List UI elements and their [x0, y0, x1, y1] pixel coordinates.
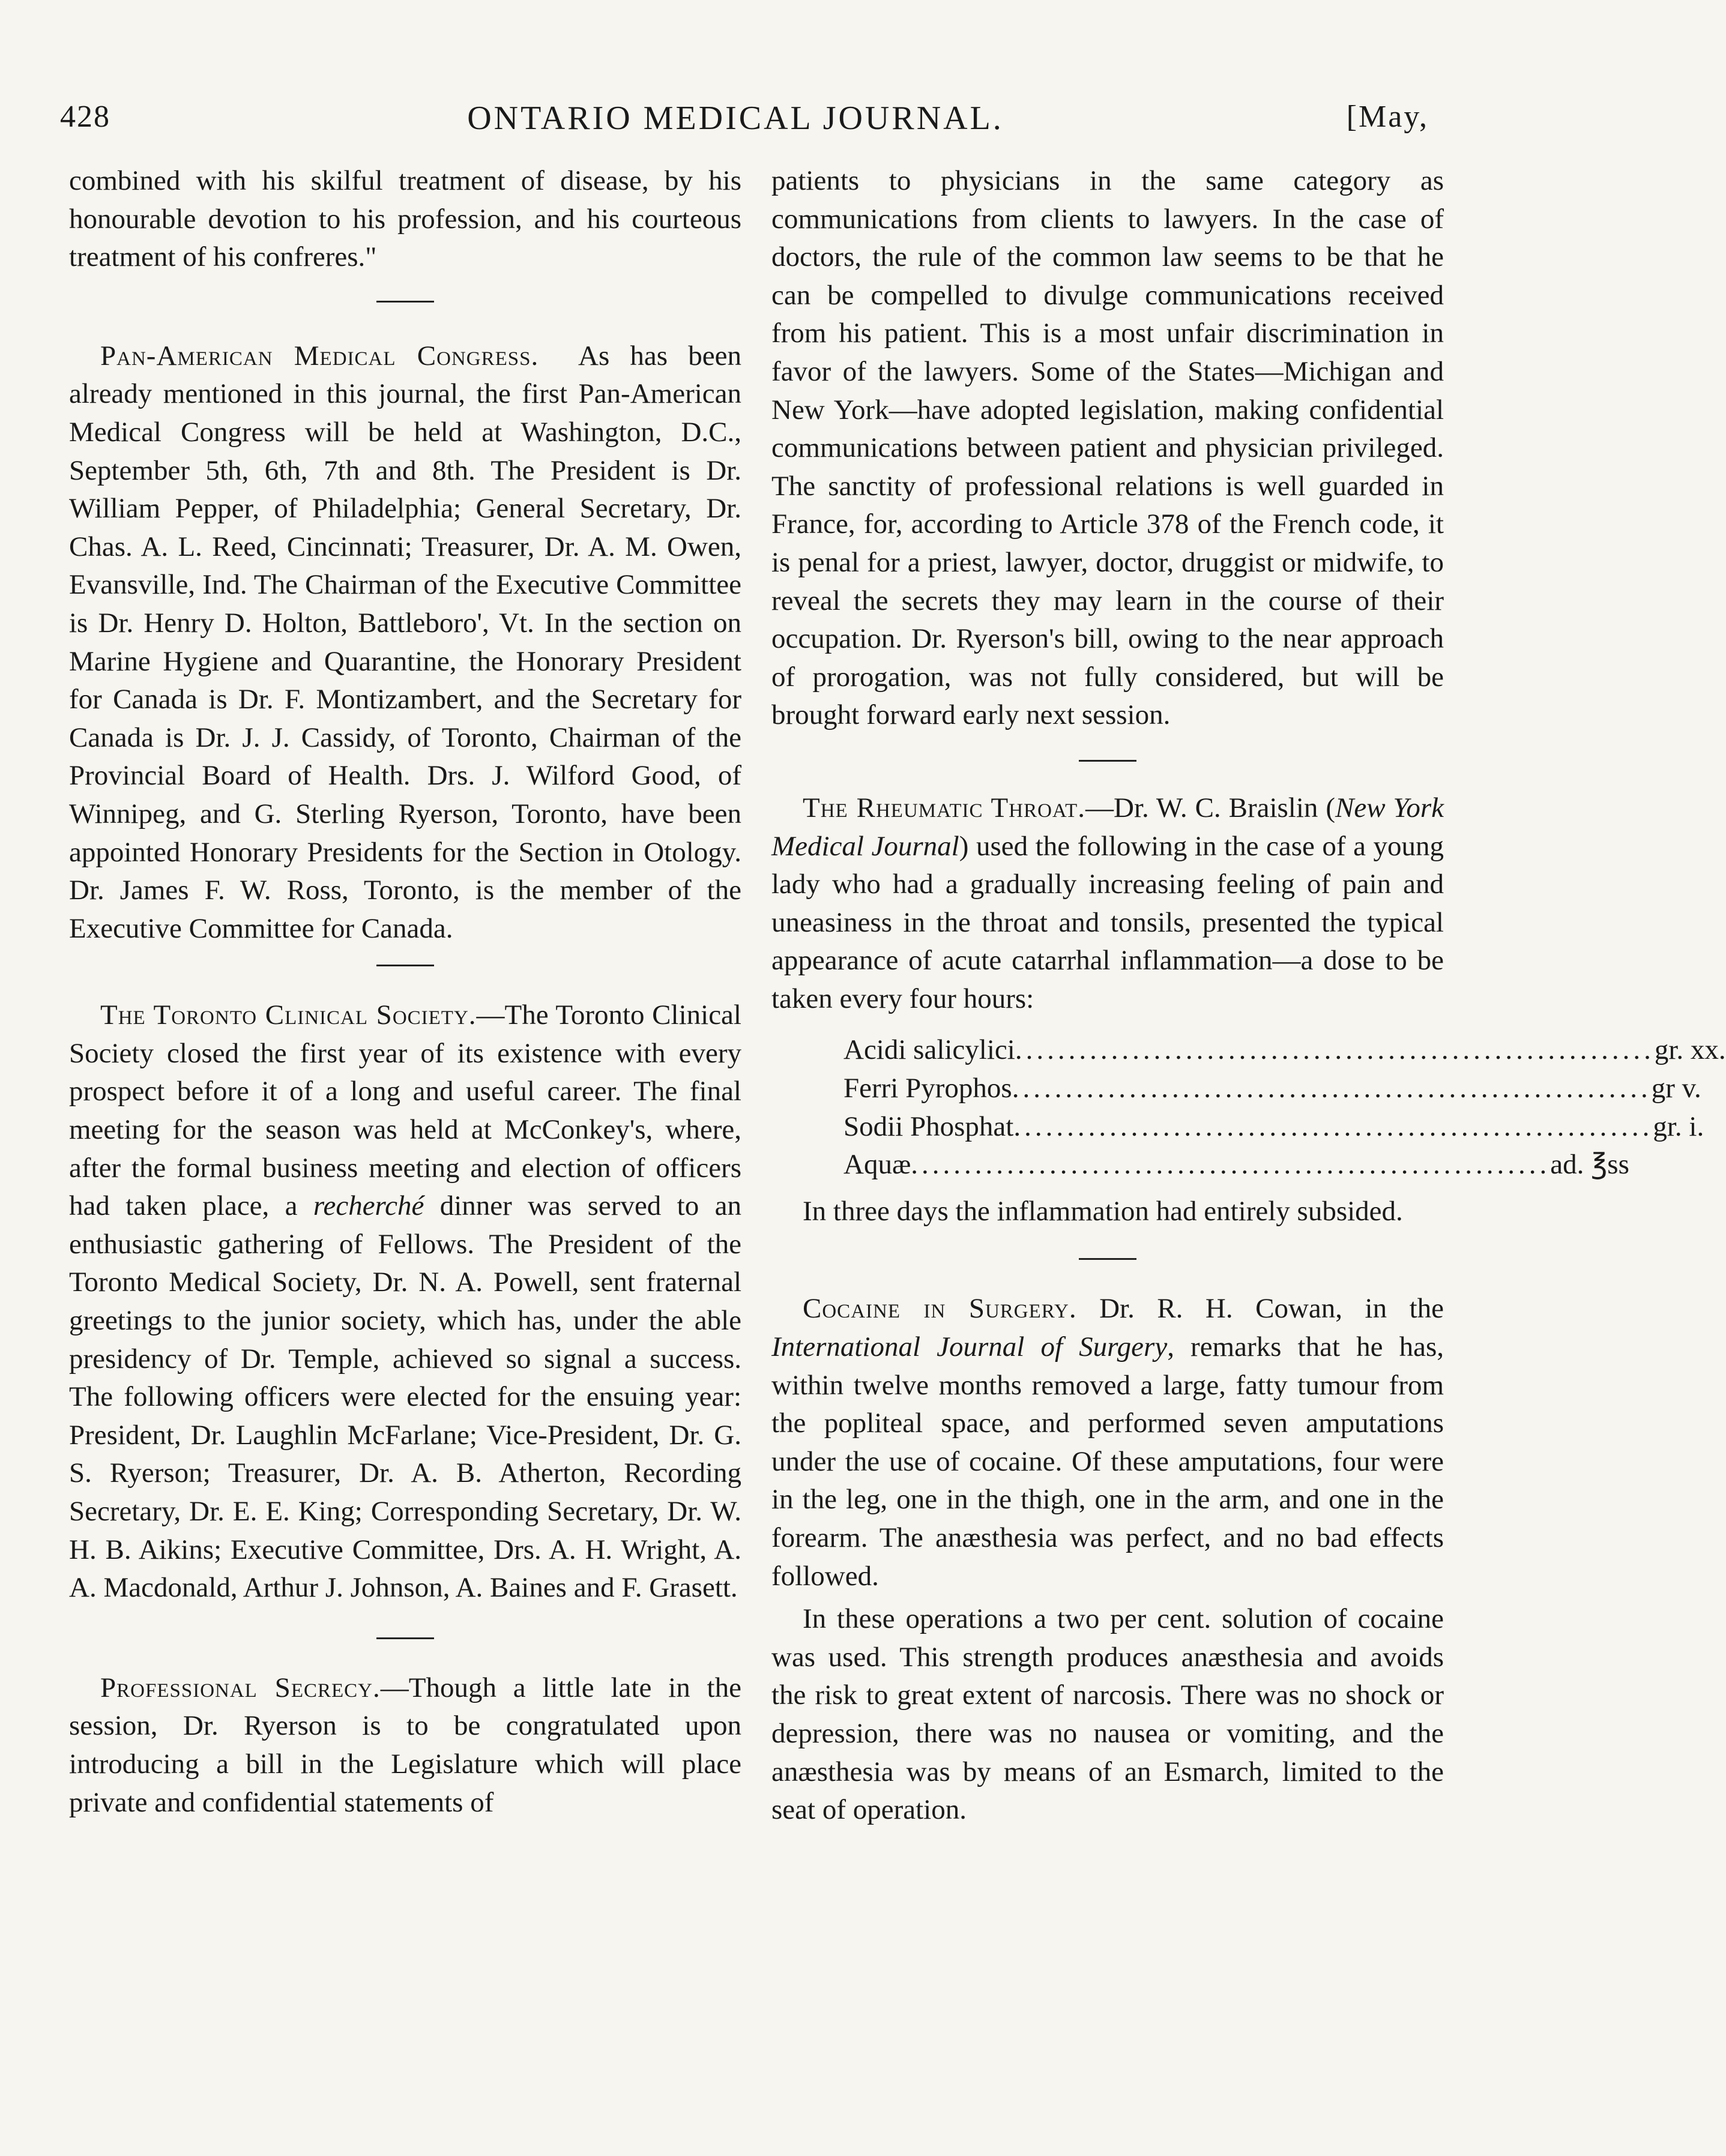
right-column — [771, 162, 1726, 1829]
issue-month: [May, — [1346, 100, 1429, 134]
article-heading: The Toronto Clinical Society. — [100, 999, 477, 1031]
drug-quantity: ad. ℥ss — [1550, 1149, 1629, 1181]
section-divider — [1079, 1258, 1136, 1260]
drug-quantity: gr v. — [1651, 1073, 1701, 1104]
drug-quantity: gr. i. — [1653, 1110, 1704, 1142]
drug-name: Sodii Phosphat — [843, 1110, 1014, 1142]
prescription-line — [843, 1070, 1701, 1108]
secrecy-continued-paragraph: patients to physicians in the same category as communications from clients to lawyers. In the case of doctors, the rule of the common law seems to be that he can be compelled to divulge communications received from his patient. This is a most unfair discrimination in favor of the lawyers. Some of the States—Michigan and New York—have adopted legislation, making confidential communications between patient and physician privileged. The sanctity of professional relations is well guarded in France, for, according to Article 378 of the French code, it is penal for a priest, lawyer, doctor, druggist or midwife, to reveal the secrets they may learn in the course of their occupation. Dr. Ryerson's bill, owing to the near approach of prorogation, was not fully considered, but will be brought forward early next session. — [771, 165, 1444, 731]
section-divider — [376, 1637, 434, 1639]
pan-american-article — [69, 337, 741, 948]
article-heading: Professional Secrecy. — [100, 1672, 381, 1703]
article-body: —The Toronto Clinical Society closed the first year of its existence with every prospect before it of a long and useful career. The final meeting for the season was held at McConkey's, where, after the formal business meeting and election of officers had taken place, a — [69, 999, 741, 1222]
article-body-cont: ) used the following in the case of a young lady who had a gradually increasing feeling of pain and uneasiness in the throat and tonsils, presented the typical appearance of acute catarrhal inflammation—a dose to be taken every four hours: — [771, 830, 1444, 1014]
article-body-cont: dinner was served to an enthusiastic gathering of Fellows. The President of the Toronto Medical Society, Dr. N. A. Powell, sent fraternal greetings to the junior society, which has, under the able presidency of Dr. Temple, achieved so signal a success. The following officers were elected for the ensuing year: President, Dr. Laughlin McFarlane; Vice-President, Dr. G. S. Ryerson; Treasurer, Dr. A. B. Atherton, Recording Secretary, Dr. E. E. King; Corresponding Secretary, Dr. W. H. B. Aikins; Executive Committee, Drs. A. H. Wright, A. A. Macdonald, Arthur J. Johnson, A. Baines and F. Grasett. — [69, 1190, 741, 1604]
leader-dots: ............................................................ — [1015, 1034, 1655, 1066]
leader-dots: ............................................................ — [911, 1149, 1551, 1181]
rheumatic-throat-article — [771, 789, 1444, 1019]
cocaine-paragraph-2: In these operations a two per cent. solution of cocaine was used. This strength produces anæsthesia and avoids the risk to great extent of narcosis. There was no shock or depression, there was no nausea or vomiting, and the anæsthesia was by means of an Esmarch, limited to the seat of operation. — [771, 1603, 1444, 1826]
article-heading: Cocaine in Surgery. — [803, 1293, 1077, 1325]
journal-name: New York Medical Journal — [771, 792, 1444, 862]
leader-dots: ............................................................ — [1012, 1073, 1652, 1104]
drug-name: Aquæ — [843, 1149, 911, 1181]
prescription — [843, 1031, 1726, 1184]
article-heading: The Rheumatic Throat. — [803, 792, 1086, 824]
professional-secrecy-article — [69, 1669, 741, 1822]
continued-paragraph: combined with his skilful treatment of disease, by his honourable devotion to his profession, and his courteous treatment of his confreres." — [69, 165, 741, 273]
journal-name: International Journal of Surgery — [771, 1331, 1168, 1363]
article-body: As has been already mentioned in this journal, the first Pan-American Medical Congress will be held at Washington, D.C., September 5th, 6th, 7th and 8th. The President is Dr. William Pepper, of Philadelphia; General Secretary, Dr. Chas. A. L. Reed, Cincinnati; Treasurer, Dr. A. M. Owen, Evansville, Ind. The Chairman of the Executive Committee is Dr. Henry D. Holton, Battleboro', Vt. In the section on Marine Hygiene and Quarantine, the Honorary President for Canada is Dr. F. Montizambert, and the Secretary for Canada is Dr. J. J. Cassidy, of Toronto, Chairman of the Provincial Board of Health. Drs. J. Wilford Good, of Winnipeg, and G. Sterling Ryerson, Toronto, have been appointed Honorary Presidents for the Section in Otology. Dr. James F. W. Ross, Toronto, is the member of the Executive Committee for Canada. — [69, 340, 741, 944]
article-heading: Pan-American Medical Congress. — [100, 340, 539, 372]
page-number: 428 — [60, 100, 110, 134]
article-body-cont: , remarks that he has, within twelve months removed a large, fatty tumour from the popliteal space, and performed seven amputations under the use of cocaine. Of these amputations, four were in the leg, one in the thigh, one in the arm, and one in the forearm. The anæsthesia was perfect, and no bad effects followed. — [771, 1331, 1444, 1592]
section-divider — [376, 965, 434, 966]
article-body: Dr. R. H. Cowan, in the — [1076, 1293, 1444, 1325]
journal-title: ONTARIO MEDICAL JOURNAL. — [467, 100, 1004, 137]
left-column — [69, 162, 741, 1822]
leader-dots: ............................................................ — [1013, 1110, 1653, 1142]
section-divider — [1079, 760, 1136, 762]
cocaine-article — [771, 1290, 1444, 1595]
section-divider — [376, 301, 434, 303]
running-header — [42, 99, 1429, 153]
drug-name: Ferri Pyrophos — [843, 1073, 1012, 1104]
article-body: —Dr. W. C. Braislin ( — [1085, 792, 1336, 824]
drug-quantity: gr. xx. — [1654, 1034, 1726, 1066]
drug-name: Acidi salicylici — [843, 1034, 1015, 1066]
prescription-line — [843, 1108, 1704, 1146]
italic-word: recherché — [313, 1190, 424, 1222]
toronto-clinical-article — [69, 996, 741, 1607]
prescription-line — [843, 1146, 1629, 1184]
prescription-line — [843, 1031, 1726, 1070]
result-paragraph: In three days the inflammation had entirely subsided. — [803, 1195, 1403, 1227]
article-body: —Though a little late in the session, Dr. Ryerson is to be congratulated upon introducing a bill in the Legislature which will place private and confidential statements of — [69, 1672, 741, 1818]
